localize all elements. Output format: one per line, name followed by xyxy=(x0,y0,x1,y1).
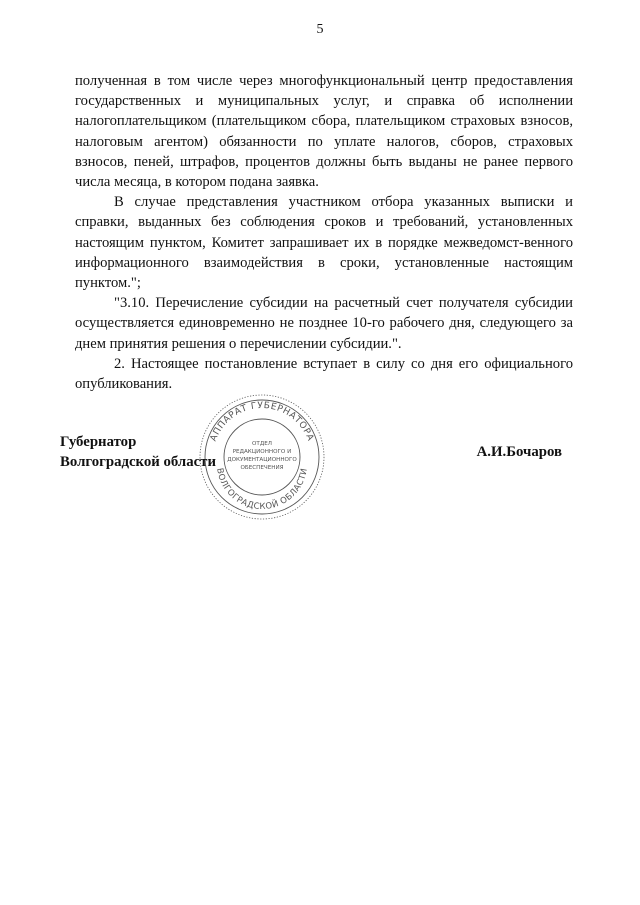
paragraph-clause-3-10: "3.10. Перечисление субсидии на расчетный счет получателя субсидии осуществляется единовременно не позднее 10-го рабочего дня, следующего за днем принятия решения о перечислении субсидии.". xyxy=(75,295,573,352)
seal-outer-text: АППАРАТ ГУБЕРНАТОРА xyxy=(208,400,316,443)
seal-inner-line-1: ОТДЕЛ xyxy=(252,441,272,447)
page-number: 5 xyxy=(316,22,324,37)
paragraph-documents-requirements: В случае представления участником отбора указанных выписки и справки, выданных без соблюдения сроков и требований, установленных настоящим пунктом, Комитет запрашивает их в порядке межведомст-венного информационного взаимодействия в сроки, установленные настоящим пунктом."; xyxy=(75,194,573,292)
document-body xyxy=(75,71,573,394)
paragraph-effective-date: 2. Настоящее постановление вступает в силу со дня его официального опубликования. xyxy=(75,355,573,393)
paragraph-continuation: полученная в том числе через многофункциональный центр предоставления государственных и муниципальных услуг, и справка об исполнении налогоплательщиком (плательщиком сбора, плательщиком страховых взносов, налоговым агентом) обязанности по уплате налогов, сборов, страховых взносов, пеней, штрафов, процентов должны быть выданы не ранее первого числа месяца, в котором подана заявка. xyxy=(75,73,573,191)
seal-bottom-text: ВОЛГОГРАДСКОЙ ОБЛАСТИ xyxy=(214,467,310,513)
signatory-title xyxy=(60,432,216,472)
seal-inner-line-2: РЕДАКЦИОННОГО И xyxy=(232,449,292,455)
signatory-title-line-2: Волгоградской области xyxy=(60,454,216,470)
official-seal-stamp xyxy=(197,392,327,522)
signatory-name: А.И.Бочаров xyxy=(476,444,562,460)
signatory-title-line-1: Губернатор xyxy=(60,434,137,450)
seal-inner-line-4: ОБЕСПЕЧЕНИЯ xyxy=(240,465,284,471)
seal-inner-line-3: ДОКУМЕНТАЦИОННОГО xyxy=(227,457,297,463)
